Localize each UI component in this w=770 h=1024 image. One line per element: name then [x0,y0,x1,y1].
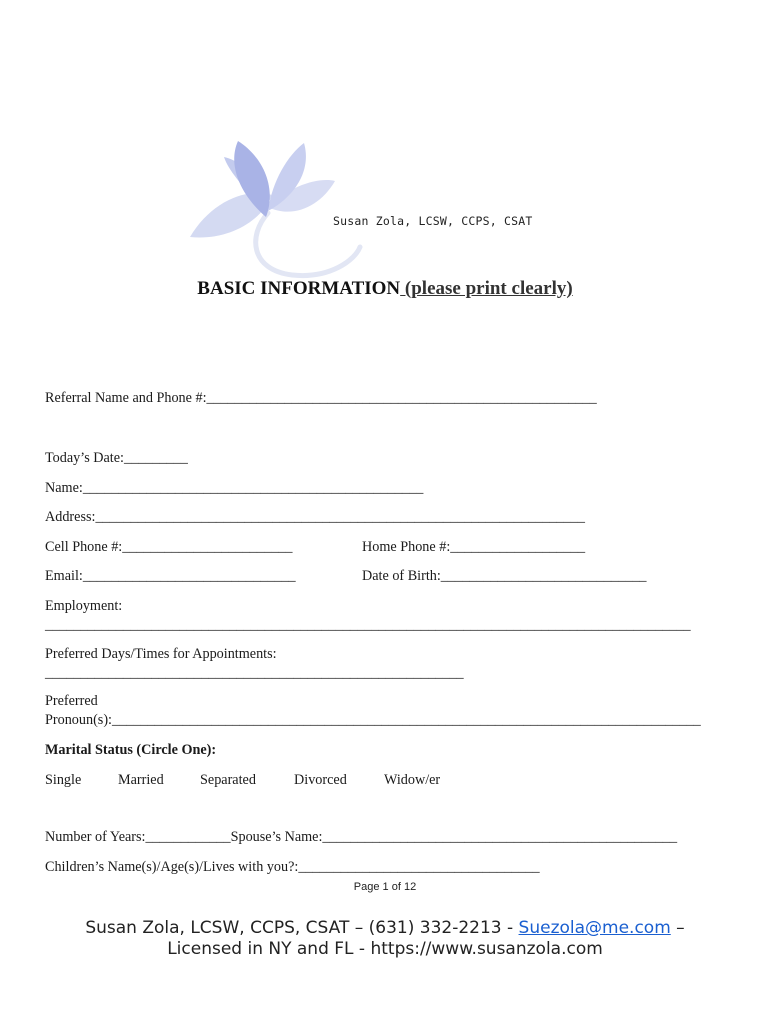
todays-date-field[interactable]: Today’s Date:_________ [45,450,188,466]
marital-option-married[interactable]: Married [118,772,164,788]
employment-label: Employment: [45,598,123,614]
page-title [0,278,770,300]
marital-option-widower[interactable]: Widow/er [384,772,441,788]
children-field[interactable]: Children’s Name(s)/Age(s)/Lives with you?:__________________________________ [45,859,540,875]
date-of-birth-field[interactable]: Date of Birth:_____________________________ [362,568,647,584]
marital-status-heading: Marital Status (Circle One): [45,742,217,758]
address-field[interactable]: Address:_____________________________________________________________________ [45,509,585,525]
email-field[interactable]: Email:______________________________ [45,568,296,584]
marital-option-single[interactable]: Single [45,772,82,788]
marital-option-divorced[interactable]: Divorced [294,772,347,788]
practitioner-name: Susan Zola, LCSW, CCPS, CSAT [333,214,533,228]
footer-dash: – [670,918,685,938]
pronouns-field[interactable]: Pronoun(s):___________________________________________________________________________________ [45,712,701,728]
footer-line-1 [0,918,770,939]
marital-option-separated[interactable]: Separated [200,772,256,788]
title-main: BASIC INFORMATION [197,278,401,299]
pronouns-label: Preferred [45,693,98,709]
footer-contact: Susan Zola, LCSW, CCPS, CSAT – (631) 332-2213 - [85,918,519,938]
preferred-days-label: Preferred Days/Times for Appointments: [45,646,277,662]
page-number: Page 1 of 12 [353,881,417,893]
name-field[interactable]: Name:________________________________________________ [45,480,424,496]
footer-email-link[interactable]: Suezola@me.com [518,918,671,938]
title-instruction: (please print clearly) [400,278,573,299]
footer [0,918,770,960]
employment-field[interactable]: ___________________________________________________________________________________________ [45,617,691,633]
years-spouse-field[interactable]: Number of Years:____________Spouse’s Name:__________________________________________________ [45,829,678,845]
cell-phone-field[interactable]: Cell Phone #:________________________ [45,539,293,555]
preferred-days-field[interactable]: ___________________________________________________________ [45,665,464,681]
home-phone-field[interactable]: Home Phone #:___________________ [362,539,586,555]
referral-field[interactable]: Referral Name and Phone #:_______________________________________________________ [45,390,597,406]
lotus-flower-logo-icon [180,135,370,285]
footer-line-2: Licensed in NY and FL - https://www.susanzola.com [167,939,603,959]
